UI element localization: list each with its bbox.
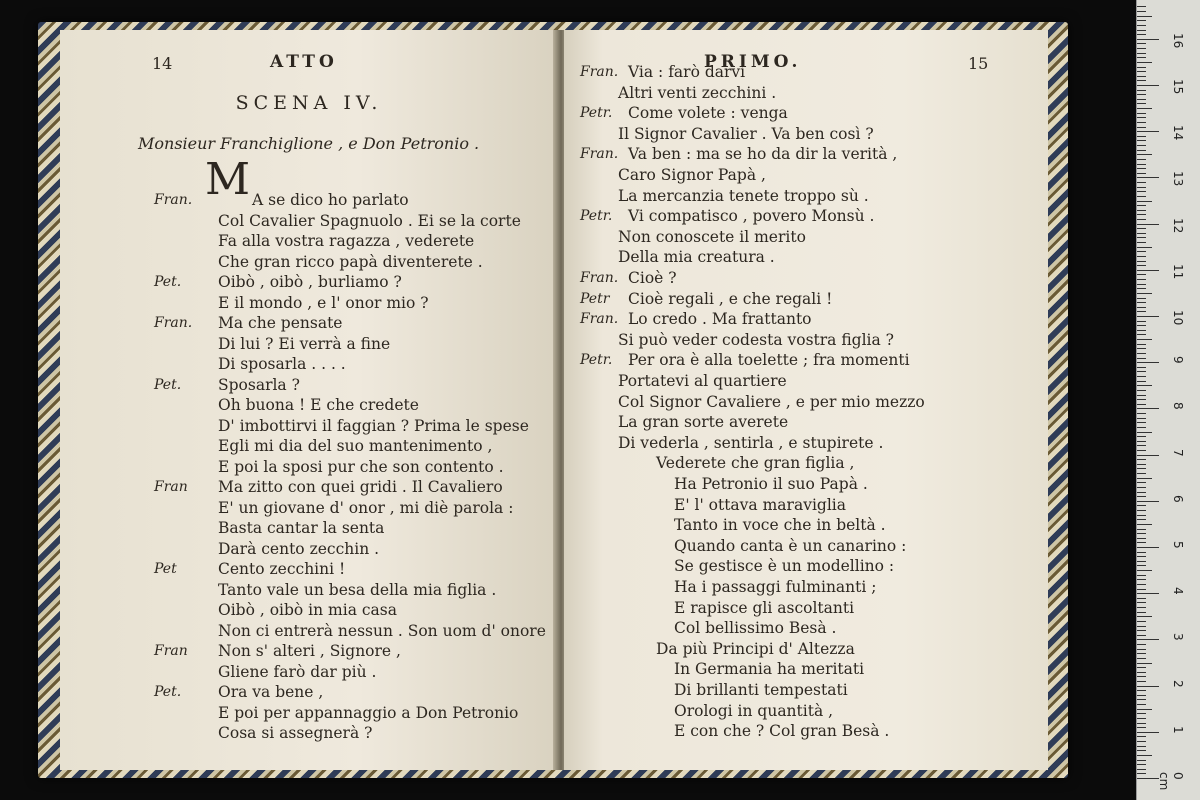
ruler-tick <box>1137 441 1146 442</box>
verse-line: Via : farò darvi <box>628 63 746 81</box>
ruler-tick <box>1137 436 1146 437</box>
verse-line: Basta cantar la senta <box>218 519 385 537</box>
ruler-tick <box>1137 154 1152 155</box>
ruler-tick <box>1137 348 1146 349</box>
ruler-tick <box>1137 727 1146 728</box>
ruler-tick <box>1137 261 1146 262</box>
ruler-tick <box>1137 533 1146 534</box>
ruler-tick <box>1137 76 1146 77</box>
verse-line: E poi la sposi pur che son contento . <box>218 457 504 476</box>
ruler-tick <box>1137 279 1146 280</box>
verse-line: Oh buona ! E che credete <box>218 396 419 414</box>
ruler-tick <box>1137 741 1146 742</box>
verse-line: A se dico ho parlato <box>252 191 409 209</box>
verse-line: E con che ? Col gran Besà . <box>674 722 890 741</box>
ruler-tick <box>1137 736 1146 737</box>
verse-line: Gliene farò dar più . <box>218 662 377 681</box>
verse-line: Quando canta è un canarino : <box>674 536 907 555</box>
verse-line: Della mia creatura . <box>618 248 775 267</box>
verse-line: Va ben : ma se ho da dir la verità , <box>628 145 898 164</box>
ruler-tick <box>1137 284 1146 285</box>
scene-heading: SCENA IV. <box>235 92 383 114</box>
ruler-tick <box>1137 11 1146 12</box>
ruler-tick <box>1137 612 1146 613</box>
verse-line: Tanto in voce che in beltà . <box>674 516 886 535</box>
speaker-label: Fran. <box>580 311 619 328</box>
ruler-tick <box>1137 699 1146 700</box>
ruler-tick <box>1137 302 1146 303</box>
verse-line: Che gran ricco papà diventerete . <box>218 252 483 271</box>
verse-line: Non s' alteri , Signore , <box>218 642 401 660</box>
ruler-label: 5 <box>1171 541 1185 549</box>
ruler-tick <box>1137 584 1146 585</box>
ruler-tick <box>1137 718 1146 719</box>
ruler-tick <box>1137 496 1146 497</box>
ruler-tick <box>1137 395 1146 396</box>
ruler-tick <box>1137 602 1146 603</box>
verse-line: Il Signor Cavalier . Va ben così ? <box>618 124 874 143</box>
ruler-tick <box>1137 173 1146 174</box>
verse-line: La mercanzia tenete troppo sù . <box>618 186 869 205</box>
ruler-tick <box>1137 187 1146 188</box>
ruler-tick <box>1137 538 1146 539</box>
ruler-tick <box>1137 265 1146 266</box>
left-page-number: 14 <box>152 54 173 73</box>
ruler-tick <box>1137 196 1146 197</box>
ruler-tick <box>1137 404 1146 405</box>
ruler-tick <box>1137 672 1146 673</box>
speaker-label: Fran. <box>154 315 193 331</box>
ruler-tick <box>1137 48 1146 49</box>
verse-line: La gran sorte averete <box>618 413 789 432</box>
verse-line: Per ora è alla toelette ; fra momenti <box>628 351 910 370</box>
ruler-label: 9 <box>1171 356 1185 364</box>
ruler-tick <box>1137 635 1146 636</box>
verse-line: Ma zitto con quei gridi . Il Cavaliero <box>218 478 503 496</box>
verse-line: Cioè ? <box>628 269 677 287</box>
ruler-tick <box>1137 177 1159 178</box>
verse-line: Se gestisce è un modellino : <box>674 557 895 576</box>
verse-line: E il mondo , e l' onor mio ? <box>218 293 429 312</box>
ruler-tick <box>1137 321 1146 322</box>
ruler-tick <box>1137 413 1146 414</box>
left-page <box>60 30 558 770</box>
ruler-tick <box>1137 621 1146 622</box>
ruler-tick <box>1137 159 1146 160</box>
ruler-tick <box>1137 298 1146 299</box>
ruler-label: 10 <box>1171 310 1185 326</box>
speaker-label: Fran <box>154 643 188 659</box>
ruler-tick <box>1137 288 1146 289</box>
ruler-tick <box>1137 311 1146 312</box>
ruler-tick <box>1137 362 1159 363</box>
ruler-label: 4 <box>1171 587 1185 595</box>
verse-line: Cosa si assegnerà ? <box>218 724 373 742</box>
ruler-tick <box>1137 686 1159 687</box>
ruler-tick <box>1137 552 1146 553</box>
ruler-tick <box>1137 358 1146 359</box>
verse-line: Ha Petronio il suo Papà . <box>674 475 868 493</box>
verse-line: Darà cento zecchin . <box>218 539 380 558</box>
ruler-tick <box>1137 168 1146 169</box>
ruler-tick <box>1137 205 1146 206</box>
verse-line: Caro Signor Papà , <box>618 166 766 184</box>
ruler-tick <box>1137 57 1146 58</box>
ruler-tick <box>1137 709 1152 710</box>
ruler-tick <box>1137 53 1146 54</box>
ruler-tick <box>1137 43 1146 44</box>
ruler-tick <box>1137 325 1146 326</box>
speaker-label: Pet. <box>154 684 182 700</box>
ruler-tick <box>1137 561 1146 562</box>
ruler-tick <box>1137 237 1146 238</box>
ruler-tick <box>1137 339 1152 340</box>
ruler-tick <box>1137 589 1146 590</box>
ruler-tick <box>1137 459 1146 460</box>
ruler-tick <box>1137 478 1152 479</box>
ruler-tick <box>1137 723 1146 724</box>
ruler-label: 12 <box>1171 217 1185 233</box>
ruler-tick <box>1137 690 1146 691</box>
ruler-tick <box>1137 140 1146 141</box>
speaker-label: Fran <box>154 479 188 495</box>
measurement-ruler <box>1136 0 1200 800</box>
ruler-tick <box>1137 307 1146 308</box>
speaker-label: Pet. <box>154 376 182 393</box>
verse-line: E' l' ottava maraviglia <box>674 495 846 514</box>
ruler-tick <box>1137 67 1146 68</box>
left-running-head: ATTO <box>270 52 338 72</box>
verse-line: Egli mi dia del suo mantenimento , <box>218 437 493 455</box>
verse-line: Si può veder codesta vostra figlia ? <box>618 330 894 349</box>
ruler-tick <box>1137 117 1146 118</box>
ruler-tick <box>1137 30 1146 31</box>
ruler-label: 14 <box>1171 125 1185 141</box>
verse-line: Fa alla vostra ragazza , vederete <box>218 232 475 250</box>
ruler-tick <box>1137 122 1146 123</box>
verse-line: E poi per appannaggio a Don Petronio <box>218 703 519 722</box>
ruler-tick <box>1137 510 1146 511</box>
ruler-tick <box>1137 542 1146 543</box>
ruler-tick <box>1137 663 1152 664</box>
ruler-tick <box>1137 778 1159 779</box>
verse-line: Ma che pensate <box>218 314 343 332</box>
ruler-tick <box>1137 445 1146 446</box>
ruler-tick <box>1137 25 1146 26</box>
ruler-tick <box>1137 468 1146 469</box>
ruler-tick <box>1137 626 1146 627</box>
ruler-tick <box>1137 607 1146 608</box>
ruler-tick <box>1137 191 1146 192</box>
ruler-tick <box>1137 353 1146 354</box>
ruler-tick <box>1137 20 1146 21</box>
ruler-label: 0 cm <box>1157 772 1185 791</box>
ruler-label: 1 <box>1171 725 1185 734</box>
ruler-tick <box>1137 519 1146 520</box>
verse-line: Tanto vale un besa della mia figlia . <box>218 580 497 599</box>
ruler-tick <box>1137 593 1159 594</box>
ruler-tick <box>1137 330 1146 331</box>
verse-line: Altri venti zecchini . <box>618 83 777 102</box>
ruler-tick <box>1137 515 1146 516</box>
ruler-tick <box>1137 704 1146 705</box>
ruler-tick <box>1137 658 1146 659</box>
ruler-tick <box>1137 565 1146 566</box>
ruler-tick <box>1137 455 1159 456</box>
ruler-tick <box>1137 653 1146 654</box>
ruler-tick <box>1137 182 1146 183</box>
right-page <box>564 30 1048 770</box>
ruler-tick <box>1137 630 1146 631</box>
verse-line: Come volete : venga <box>628 104 788 123</box>
ruler-tick <box>1137 94 1146 95</box>
verse-line: Ora va bene , <box>218 683 324 701</box>
ruler-tick <box>1137 90 1146 91</box>
ruler-tick <box>1137 376 1146 377</box>
ruler-tick <box>1137 150 1146 151</box>
ruler-tick <box>1137 649 1146 650</box>
speaker-label: Petr. <box>580 352 613 369</box>
ruler-tick <box>1137 127 1146 128</box>
ruler-tick <box>1137 732 1159 733</box>
verse-line: Oibò , oibò in mia casa <box>218 601 397 619</box>
ruler-tick <box>1137 464 1146 465</box>
speaker-label: Pet. <box>154 274 182 290</box>
ruler-tick <box>1137 713 1146 714</box>
ruler-tick <box>1137 746 1146 747</box>
ruler-tick <box>1137 399 1146 400</box>
ruler-tick <box>1137 103 1146 104</box>
open-book <box>38 22 1068 778</box>
ruler-tick <box>1137 422 1146 423</box>
ruler-tick <box>1137 256 1146 257</box>
verse-line: Col Cavalier Spagnuolo . Ei se la corte <box>218 211 521 230</box>
ruler-tick <box>1137 344 1146 345</box>
ruler-tick <box>1137 164 1146 165</box>
verse-line: Lo credo . Ma frattanto <box>628 310 812 329</box>
ruler-tick <box>1137 293 1152 294</box>
ruler-tick <box>1137 214 1146 215</box>
ruler-tick <box>1137 408 1159 409</box>
verse-line: Di brillanti tempestati <box>674 681 848 699</box>
ruler-tick <box>1137 371 1146 372</box>
ruler-tick <box>1137 575 1146 576</box>
verse-line: Di sposarla . . . . <box>218 355 346 373</box>
ruler-tick <box>1137 136 1146 137</box>
ruler-tick <box>1137 501 1159 502</box>
ruler-tick <box>1137 242 1146 243</box>
verse-line: Oibò , oibò , burliamo ? <box>218 273 402 291</box>
ruler-tick <box>1137 210 1146 211</box>
scene-characters: Monsieur Franchiglione , e Don Petronio . <box>138 134 480 153</box>
right-running-head: PRIMO. <box>704 52 802 72</box>
ruler-label: 2 <box>1171 679 1185 688</box>
ruler-tick <box>1137 644 1146 645</box>
ruler-tick <box>1137 681 1146 682</box>
verse-line: Da più Principi d' Altezza <box>656 639 855 658</box>
ruler-tick <box>1137 755 1152 756</box>
ruler-tick <box>1137 427 1146 428</box>
ruler-tick <box>1137 676 1146 677</box>
ruler-label: 16 <box>1171 32 1185 49</box>
speaker-label: Fran. <box>580 64 619 80</box>
speaker-label: Pet <box>154 561 177 577</box>
ruler-tick <box>1137 473 1146 474</box>
ruler-tick <box>1137 695 1146 696</box>
verse-line: Cento zecchini ! <box>218 560 346 578</box>
ruler-tick <box>1137 274 1146 275</box>
ruler-tick <box>1137 616 1152 617</box>
drop-cap: M <box>205 154 251 205</box>
verse-line: Col bellissimo Besà . <box>674 619 837 638</box>
ruler-label: 13 <box>1171 171 1185 187</box>
ruler-tick <box>1137 16 1152 17</box>
ruler-tick <box>1137 131 1159 132</box>
ruler-tick <box>1137 750 1146 751</box>
ruler-tick <box>1137 145 1146 146</box>
ruler-tick <box>1137 667 1146 668</box>
verse-line: Non conoscete il merito <box>618 227 806 246</box>
ruler-tick <box>1137 251 1146 252</box>
ruler-tick <box>1137 80 1146 81</box>
ruler-tick <box>1137 482 1146 483</box>
verse-line: Portatevi al quartiere <box>618 372 787 390</box>
verse-line: Sposarla ? <box>218 375 300 394</box>
ruler-tick <box>1137 529 1146 530</box>
ruler-tick <box>1137 381 1146 382</box>
speaker-label: Fran. <box>154 192 193 208</box>
ruler-tick <box>1137 219 1146 220</box>
ruler-tick <box>1137 505 1146 506</box>
ruler-tick <box>1137 233 1146 234</box>
verse-line: Col Signor Cavaliere , e per mio mezzo <box>618 392 925 411</box>
ruler-tick <box>1137 62 1152 63</box>
ruler-label: 11 <box>1171 263 1185 280</box>
right-page-number: 15 <box>968 54 989 73</box>
verse-line: Orologi in quantità , <box>674 701 834 720</box>
ruler-tick <box>1137 579 1146 580</box>
ruler-tick <box>1137 598 1146 599</box>
ruler-tick <box>1137 201 1152 202</box>
ruler-tick <box>1137 385 1152 386</box>
ruler-tick <box>1137 492 1146 493</box>
ruler-label: 3 <box>1171 633 1185 642</box>
ruler-tick <box>1137 450 1146 451</box>
ruler-tick <box>1137 487 1146 488</box>
ruler-label: 15 <box>1171 79 1185 95</box>
speaker-label: Petr. <box>580 208 613 225</box>
ruler-tick <box>1137 524 1152 525</box>
ruler-tick <box>1137 764 1146 765</box>
ruler-tick <box>1137 6 1146 7</box>
ruler-tick <box>1137 99 1146 100</box>
ruler-tick <box>1137 773 1146 774</box>
ruler-tick <box>1137 71 1146 72</box>
ruler-tick <box>1137 85 1159 86</box>
ruler-tick <box>1137 270 1159 271</box>
ruler-tick <box>1137 418 1146 419</box>
verse-line: D' imbottirvi il faggian ? Prima le spese <box>218 416 529 435</box>
verse-line: Ha i passaggi fulminanti ; <box>674 578 877 596</box>
ruler-tick <box>1137 228 1146 229</box>
speaker-label: Fran. <box>580 270 619 286</box>
verse-line: Non ci entrerà nessun . Son uom d' onore <box>218 621 546 640</box>
ruler-tick <box>1137 570 1152 571</box>
ruler-tick <box>1137 247 1152 248</box>
ruler-label: 8 <box>1171 402 1185 411</box>
ruler-tick <box>1137 556 1146 557</box>
ruler-tick <box>1137 390 1146 391</box>
verse-line: Cioè regali , e che regali ! <box>628 289 833 308</box>
speaker-label: Fran. <box>580 146 619 163</box>
ruler-tick <box>1137 334 1146 335</box>
ruler-tick <box>1137 34 1146 35</box>
ruler-tick <box>1137 224 1159 225</box>
verse-line: E rapisce gli ascoltanti <box>674 598 855 617</box>
ruler-label: 7 <box>1171 448 1185 457</box>
verse-line: Vi compatisco , povero Monsù . <box>628 207 875 226</box>
verse-line: E' un giovane d' onor , mi diè parola : <box>218 498 514 517</box>
ruler-tick <box>1137 547 1159 548</box>
verse-line: Di lui ? Ei verrà a fine <box>218 334 391 353</box>
ruler-tick <box>1137 367 1146 368</box>
ruler-tick <box>1137 113 1146 114</box>
ruler-tick <box>1137 108 1152 109</box>
speaker-label: Petr. <box>580 105 613 122</box>
ruler-tick <box>1137 316 1159 317</box>
verse-line: Vederete che gran figlia , <box>656 454 855 473</box>
ruler-tick <box>1137 769 1146 770</box>
ruler-tick <box>1137 432 1152 433</box>
ruler-label: 6 <box>1171 494 1185 503</box>
ruler-tick <box>1137 760 1146 761</box>
ruler-tick <box>1137 639 1159 640</box>
ruler-tick <box>1137 39 1159 40</box>
verse-line: Di vederla , sentirla , e stupirete . <box>618 433 884 452</box>
speaker-label: Petr <box>580 290 610 307</box>
verse-line: In Germania ha meritati <box>674 660 865 679</box>
